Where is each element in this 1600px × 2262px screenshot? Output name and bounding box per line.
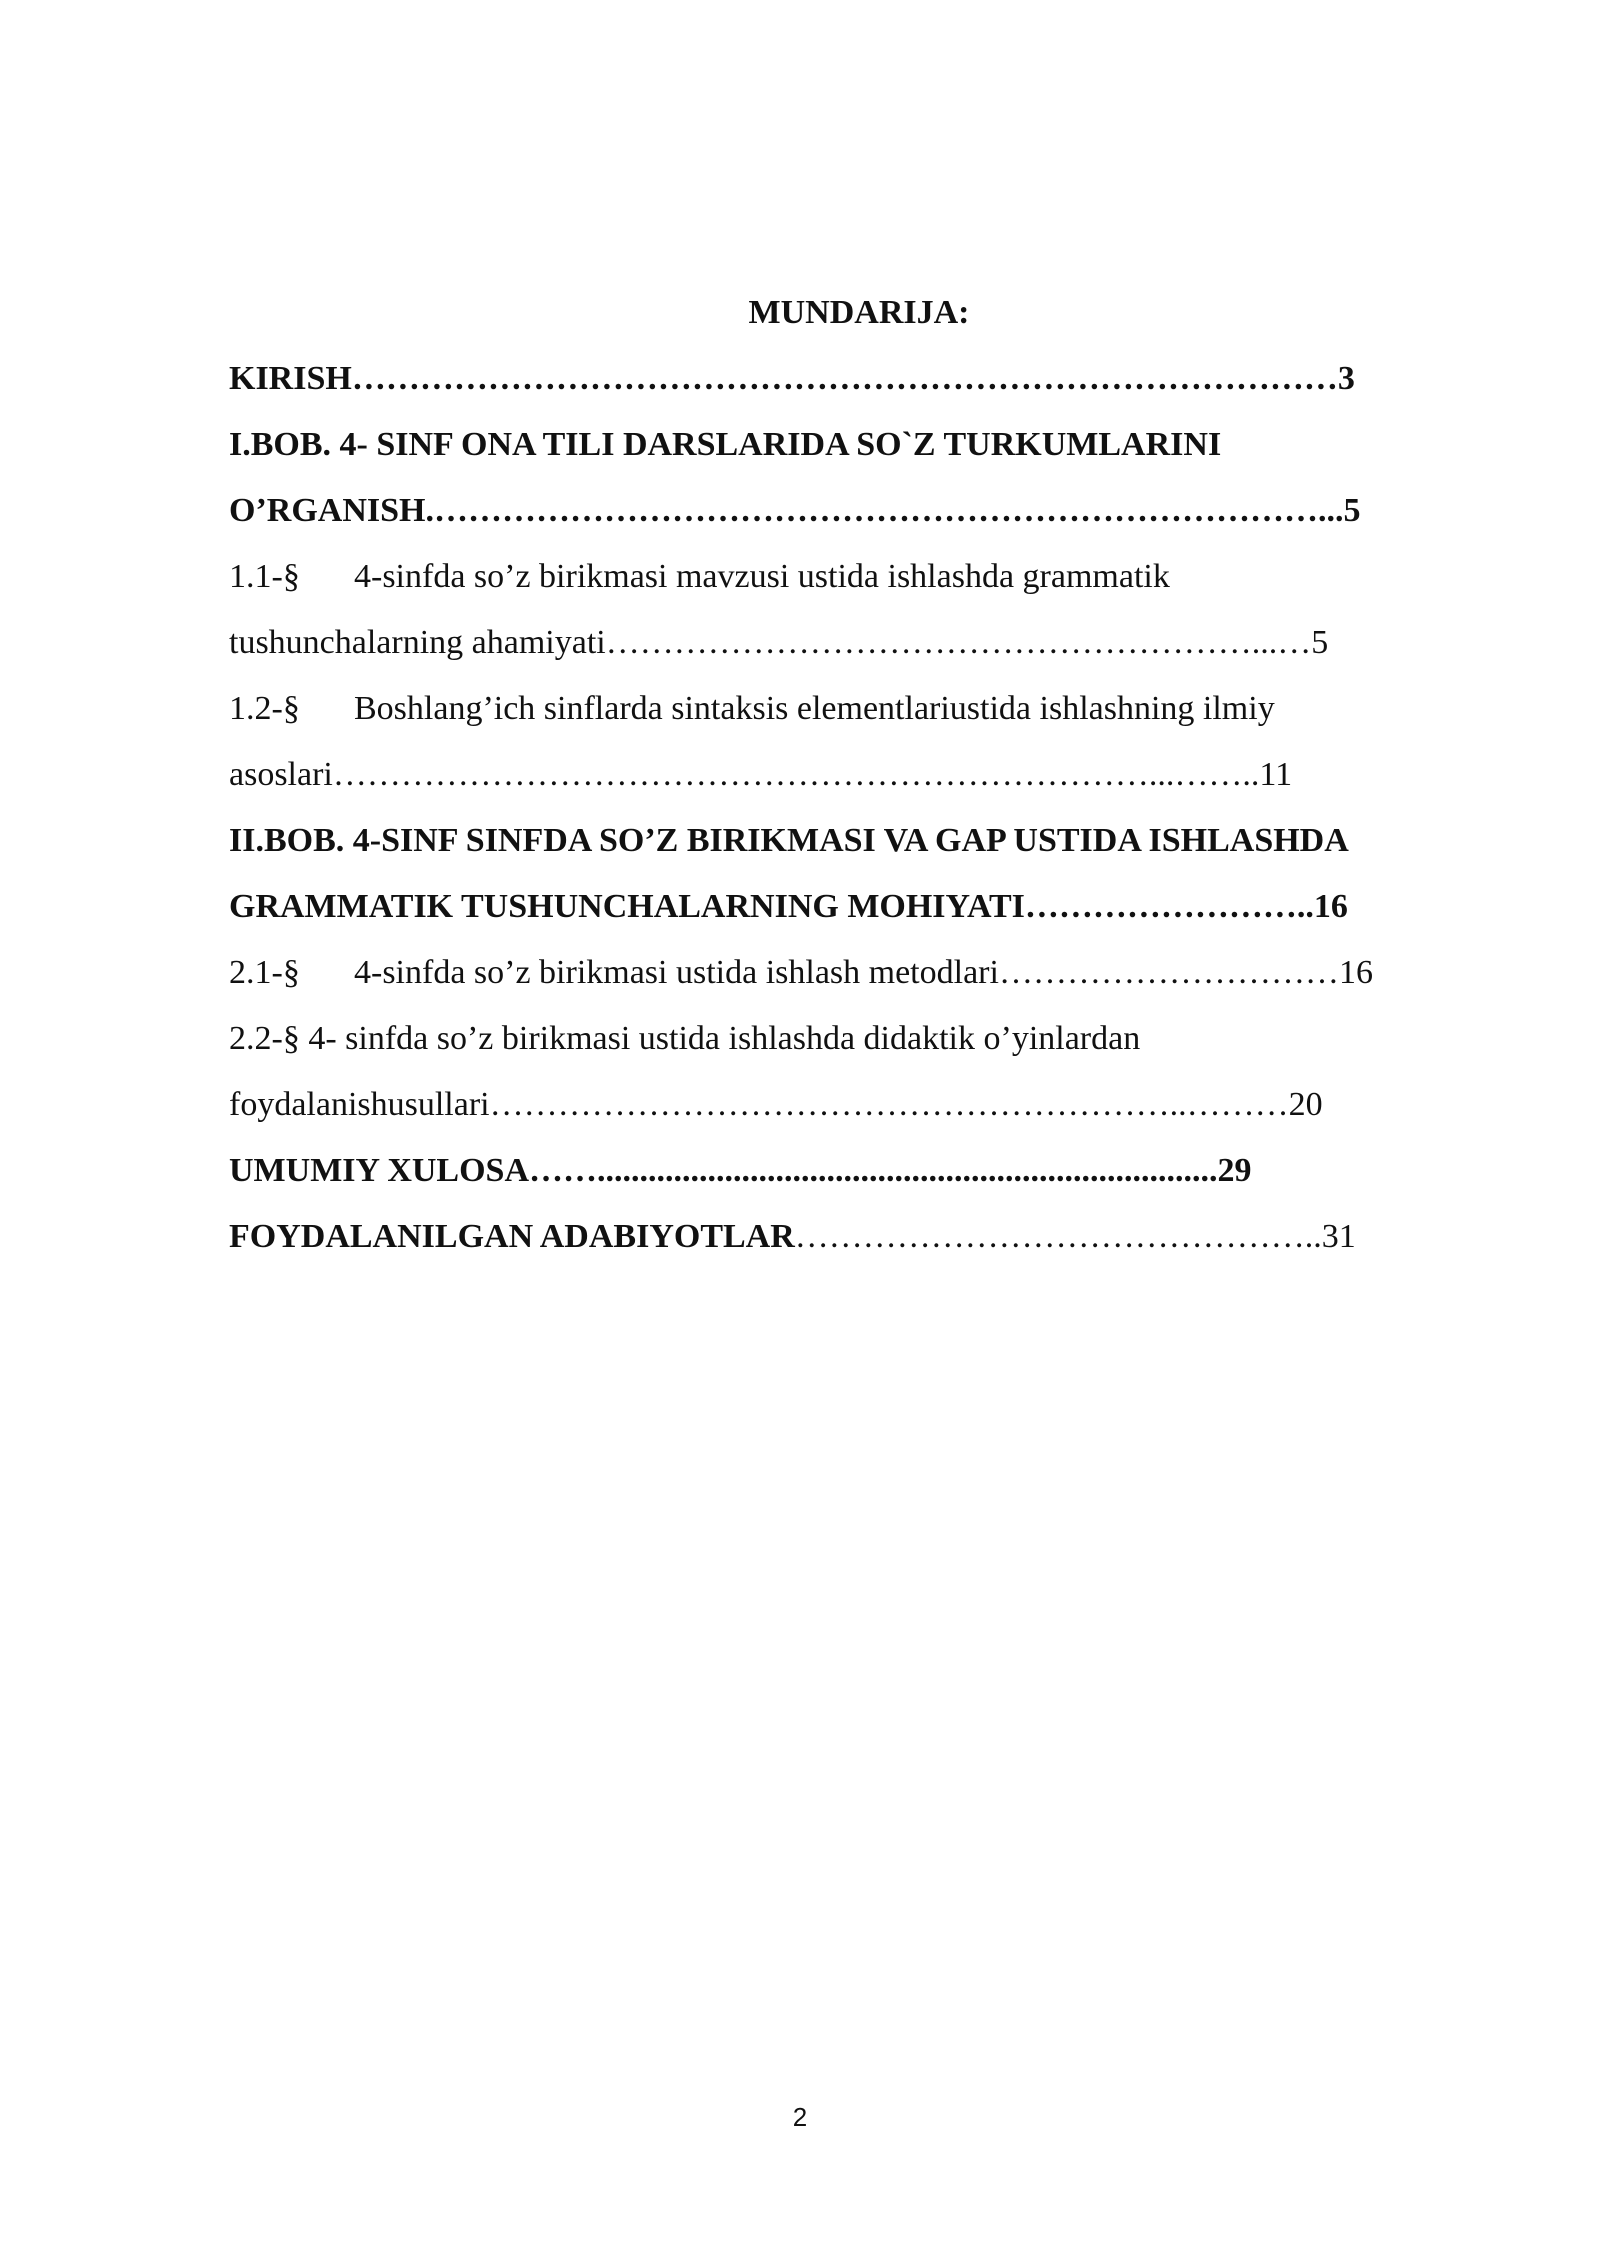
toc-entry-2-2: 2.2-§ 4- sinfda so’z birikmasi ustida ishlashda didaktik o’yinlardan: [229, 1020, 1141, 1057]
toc-entry-bob1-line2: O’RGANISH.……………………………………………………………………...5: [229, 492, 1361, 529]
toc-entry-1-1-cont: tushunchalarning ahamiyati…………………………………………………...…5: [229, 624, 1329, 661]
section-title: Boshlang’ich sinflarda sintaksis elementlariustida ishlashning ilmiy: [354, 690, 1275, 727]
toc-entry-xulosa: UMUMIY XULOSA…….........................................................................29: [229, 1152, 1252, 1189]
toc-entry-bob2-line2: GRAMMATIK TUSHUNCHALARNING MOHIYATI……………………..16: [229, 888, 1348, 925]
page-number: 2: [792, 2102, 808, 2132]
section-number: 1.1-§: [229, 558, 300, 595]
toc-entry-1-1: [229, 544, 1489, 610]
toc-entry-bob2-line1: II.BOB. 4-SINF SINFDA SO’Z BIRIKMASI VA GAP USTIDA ISHLASHDA: [229, 822, 1349, 859]
toc-entry-1-2: [229, 676, 1489, 742]
toc-entry-2-2-cont: foydalanishusullari……………………………………………………..………20: [229, 1086, 1323, 1123]
toc-entry-2-1: [229, 940, 1489, 1006]
section-title: 4-sinfda so’z birikmasi ustida ishlash metodlari…………………………16: [354, 954, 1373, 991]
toc-entry-adabiyotlar: [229, 1204, 1489, 1270]
section-number: 2.1-§: [229, 954, 300, 991]
toc-title: MUNDARIJA:: [748, 294, 970, 331]
adabiyotlar-label: FOYDALANILGAN ADABIYOTLAR: [229, 1218, 795, 1255]
section-number: 1.2-§: [229, 690, 300, 727]
toc-entry-1-2-cont: asoslari………………………………………………………………...……..11: [229, 756, 1293, 793]
toc-entry-kirish: KIRISH……………………………………………………………………………3: [229, 360, 1355, 397]
table-of-contents: [229, 280, 1489, 1270]
adabiyotlar-dots: ………………………………………..31: [794, 1218, 1356, 1255]
section-title: 4-sinfda so’z birikmasi mavzusi ustida ishlashda grammatik: [354, 558, 1170, 595]
toc-entry-bob1-line1: I.BOB. 4- SINF ONA TILI DARSLARIDA SO`Z TURKUMLARINI: [229, 426, 1222, 463]
